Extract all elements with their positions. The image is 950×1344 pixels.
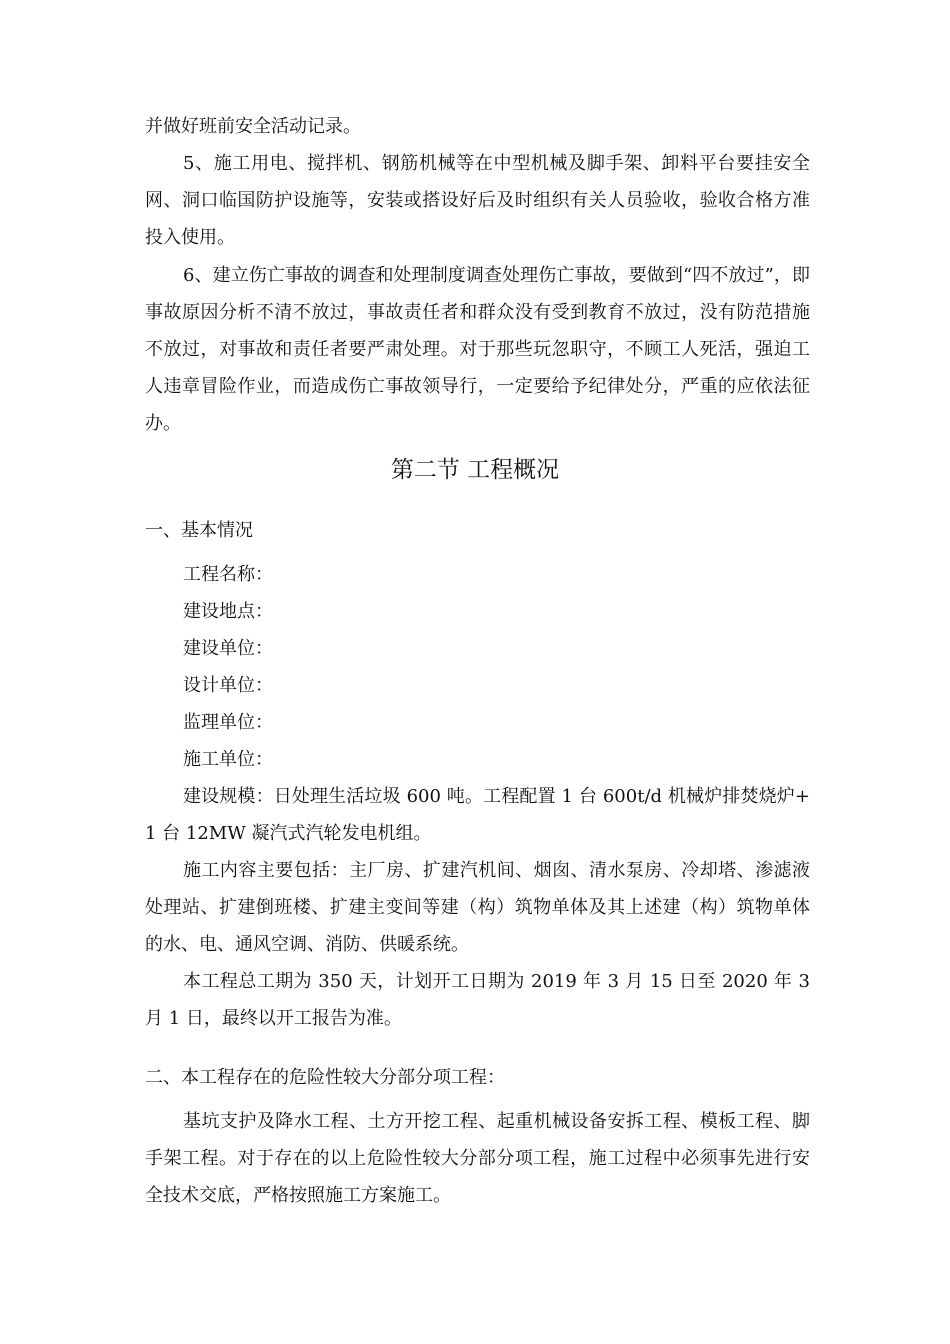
supervisor-field: 监理单位： — [183, 712, 273, 733]
location-field: 建设地点： — [183, 601, 273, 622]
project-name-field: 工程名称： — [183, 564, 273, 585]
paragraph-item-6: 6、建立伤亡事故的调查和处理制度调查处理伤亡事故，要做到“四不放过”，即事故原因分析不清不放过，事故责任者和群众没有受到教育不放过，没有防范措施不放过，对事故和责任者要严肃处理。对于那些玩忽职守，不顾工人死活，强迫工人违章冒险作业，而造成伤亡事故领导行，一定要给予纪律处分，严重的应依法征办。 — [145, 265, 810, 434]
construction-content: 施工内容主要包括：主厂房、扩建汽机间、烟囱、清水泵房、冷却塔、渗滤液处理站、扩建倒班楼、扩建主变间等建（构）筑物单体及其上述建（构）筑物单体的水、电、通风空调、消防、供暖系统。 — [145, 860, 810, 955]
contractor-field: 施工单位： — [183, 749, 273, 770]
risk-heading: 二、本工程存在的危险性较大分部分项工程： — [145, 1067, 505, 1088]
risk-body: 基坑支护及降水工程、土方开挖工程、起重机械设备安拆工程、模板工程、脚手架工程。对于存在的以上危险性较大分部分项工程，施工过程中必须事先进行安全技术交底，严格按照施工方案施工。 — [145, 1111, 810, 1206]
construction-scale: 建设规模：日处理生活垃圾 600 吨。工程配置 1 台 600t/d 机械炉排焚烧炉+1 台 12MW 凝汽式汽轮发电机组。 — [145, 786, 810, 844]
paragraph-activity-record: 并做好班前安全活动记录。 — [145, 116, 361, 137]
section-title: 第二节 工程概况 — [390, 457, 560, 483]
paragraph-item-5: 5、施工用电、搅拌机、钢筋机械等在中型机械及脚手架、卸料平台要挂安全网、洞口临国防护设施等，安装或搭设好后及时组织有关人员验收，验收合格方准投入使用。 — [145, 153, 810, 248]
designer-field: 设计单位： — [183, 675, 273, 696]
construction-schedule: 本工程总工期为 350 天，计划开工日期为 2019 年 3 月 15 日至 2020 年 3 月 1 日，最终以开工报告为准。 — [145, 971, 810, 1029]
basic-info-heading: 一、基本情况 — [145, 520, 253, 541]
owner-field: 建设单位： — [183, 638, 273, 659]
